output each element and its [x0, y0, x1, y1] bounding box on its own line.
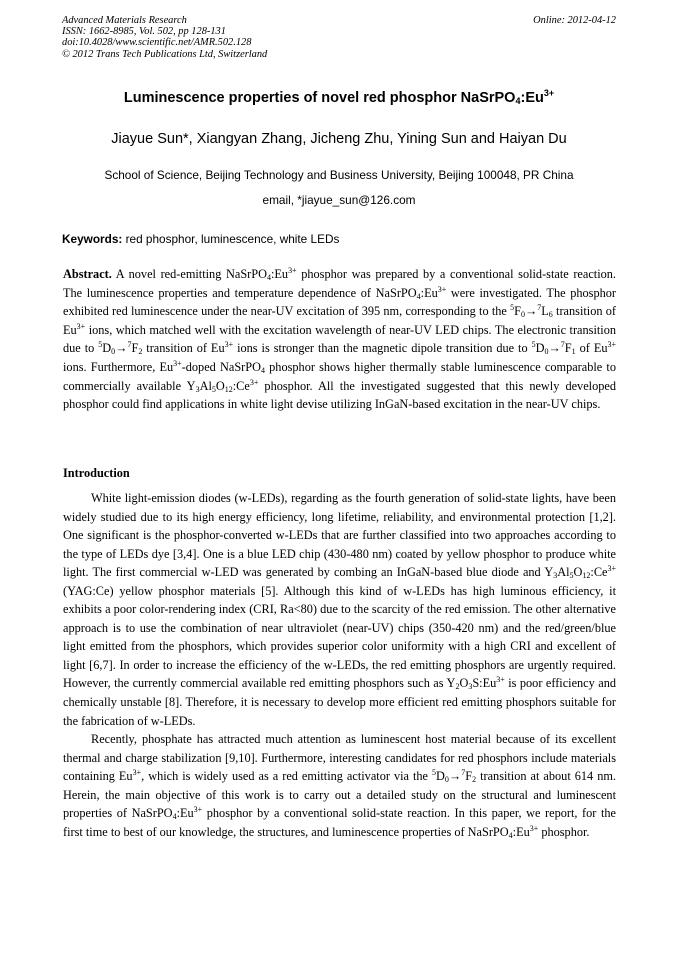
author-email: email, *jiayue_sun@126.com [262, 193, 416, 207]
online-date: Online: 2012-04-12 [533, 15, 616, 26]
intro-paragraph-2: Recently, phosphate has attracted much attention as luminescent host material because of its excellent thermal and charge stabilization [9,10]. Furthermore, interesting candidates for red phosphors include materials containing $Eu^{3+}$, which is widely used as a red emitting activator via the $^5D_0\to^7F_2$ transition at about 614 nm. Herein, the main objective of this work is to carry out a detailed study on the structural and luminescent properties of $NaSrPO_4:Eu^{3+}$ phosphor by a conventional solid-state reaction. In this paper, we report, for the first time to best of our knowledge, the structures, and luminescence properties of $NaSrPO_4:Eu^{3+}$ phosphor. [63, 732, 616, 840]
introduction-heading: Introduction [63, 466, 130, 480]
doi-line: doi:10.4028/www.scientific.net/AMR.502.128 [62, 37, 252, 49]
keywords: Keywords: red phosphor, luminescence, white LEDs [62, 232, 340, 246]
affiliation: School of Science, Beijing Technology and Business University, Beijing 100048, PR China [104, 168, 574, 182]
keywords-label: Keywords: [62, 232, 123, 246]
intro-paragraph-1: White light-emission diodes (w-LEDs), regarding as the fourth generation of solid-state lights, have been widely studied due to its high energy efficiency, long lifetime, reliability, and environmental protection [1,2]. One significant is the phosphor-converted w-LEDs that are further classified into two approaches according to the type of LEDs dye [3,4]. One is a blue LED chip (430-480 nm) coated by yellow phosphor to produce white light. The first commercial w-LED was generated by combing an InGaN-based blue diode and $Y_3Al_5O_{12}:Ce^{3+}$ (YAG:Ce) yellow phosphor materials [5]. Although this kind of w-LEDs has high luminous efficiency, it exhibits a poor color-rendering index (CRI, Ra<80) due to the scarcity of the red emission. The other alternative approach is to use the combination of near ultraviolet (near-UV) chips (350-420 nm) and the red/green/blue light emitted from the phosphors, which provides superior color uniformity with a high CRI and excellent of light [6,7]. In order to increase the efficiency of the w-LEDs, the red emitting phosphors are urgently required. However, the currently commercial available red emitting phosphors such as $Y_2O_3S:Eu^{3+}$ is poor efficiency and chemically unstable [8]. Therefore, it is necessary to develop more efficient red emitting phosphors suitable for the fabrication of w-LEDs. [63, 491, 616, 728]
paper-title: Luminescence properties of novel red phosphor $NaSrPO_4:Eu^{3+}$ [123, 88, 555, 106]
abstract: Abstract. A novel red-emitting $NaSrPO_4:Eu^{3+}$ phosphor was prepared by a conventional solid-state reaction. The luminescence properties and temperature dependence of $NaSrPO_4:Eu^{3+}$ were investigated. The phosphor exhibited red luminescence under the near-UV excitation of 395 nm, corresponding to the $^5F_0\to^7L_6$ transition of $Eu^{3+}$ ions, which matched well with the excitation wavelength of near-UV LED chips. The electronic transition due to $^5D_0\to^7F_2$ transition of $Eu^{3+}$ ions is stronger than the magnetic dipole transition due to $^5D_0\to^7F_1$ of $Eu^{3+}$ ions. Furthermore, $Eu^{3+}$-doped NaSrPO$_4$ phosphor shows higher thermally stable luminescence comparable to commercially available $Y_3Al_5O_{12}:Ce^{3+}$ phosphor. All the investigated suggested that this newly developed phosphor could find applications in white light devise utilizing InGaN-based excitation in the near-UV chips. [63, 266, 616, 412]
journal-header [62, 15, 616, 60]
abstract-label: Abstract. [63, 267, 112, 281]
author-list: Jiayue Sun*, Xiangyan Zhang, Jicheng Zhu, Yining Sun and Haiyan Du [111, 131, 567, 147]
issn-line: ISSN: 1662-8985, Vol. 502, pp 128-131 [62, 26, 226, 38]
journal-name: Advanced Materials Research [62, 15, 187, 26]
copyright-line: © 2012 Trans Tech Publications Ltd, Switzerland [62, 48, 268, 60]
introduction-body [63, 489, 616, 841]
